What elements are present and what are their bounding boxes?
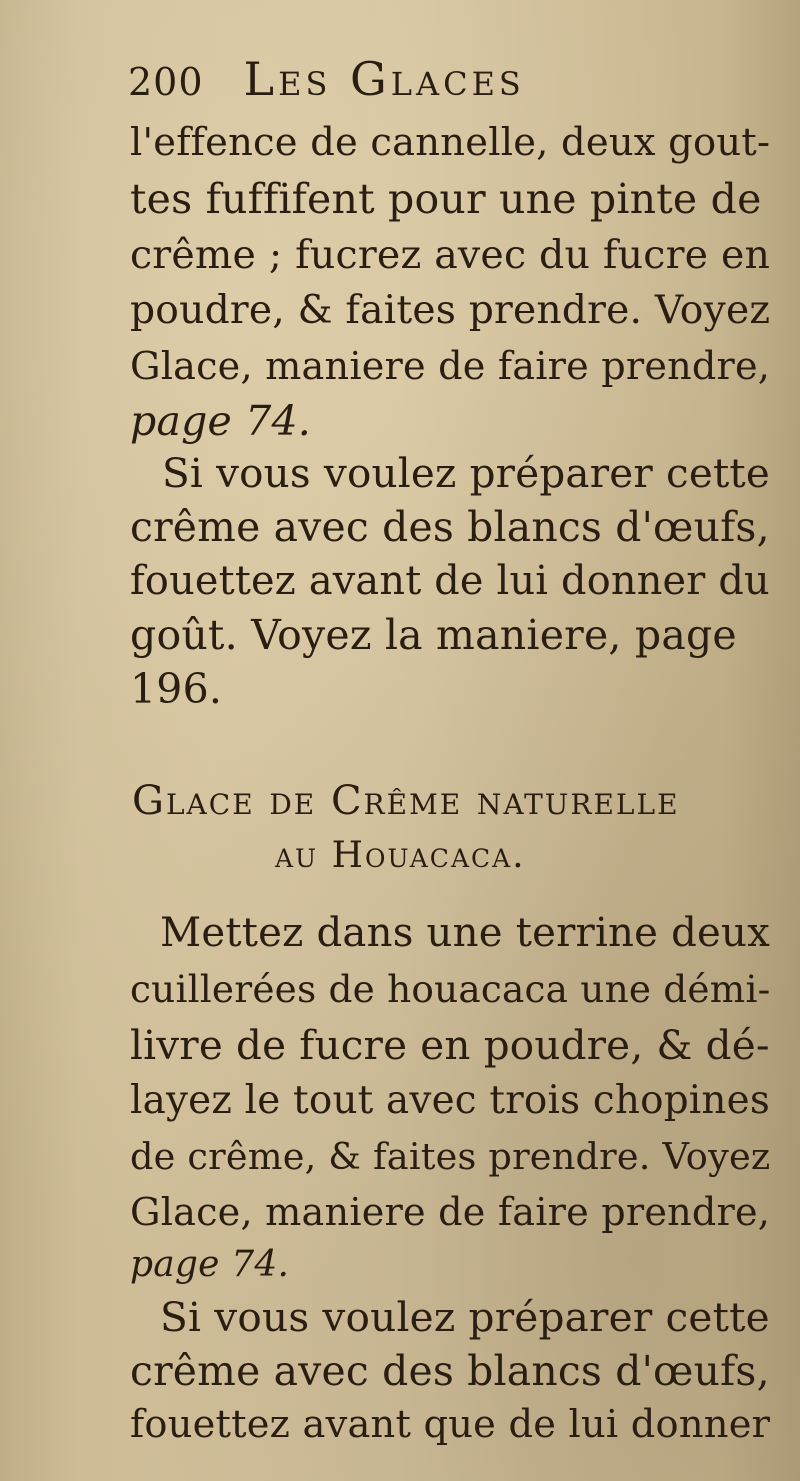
section-subtitle: au Houacaca.: [275, 835, 526, 876]
text-line: Si vous voulez préparer cette: [160, 1293, 770, 1341]
running-title: Les Glaces: [243, 52, 525, 106]
text-line: crême avec des blancs d'œufs,: [130, 1347, 770, 1395]
text-line: l'effence de cannelle, deux gout-: [130, 120, 771, 165]
text-line: livre de fucre en poudre, & dé-: [130, 1021, 770, 1069]
text-line: Glace, maniere de faire prendre,: [130, 1191, 771, 1235]
text-line: cuillerées de houacaca une démi-: [130, 967, 771, 1011]
page-number: 200: [128, 60, 204, 104]
text-line: 196.: [130, 665, 223, 713]
text-line: Si vous voulez préparer cette: [162, 449, 770, 497]
text-line: Mettez dans une terrine deux: [160, 910, 771, 956]
text-line: goût. Voyez la maniere, page: [130, 611, 737, 659]
page-reference: page 74.: [130, 397, 312, 445]
page-header: [128, 52, 688, 112]
text-line: poudre, & faites prendre. Voyez: [130, 288, 771, 333]
text-line: fouettez avant de lui donner du: [130, 558, 770, 604]
text-line: crême ; fucrez avec du fucre en: [130, 232, 771, 278]
text-line: Glace, maniere de faire prendre,: [130, 345, 771, 389]
page-reference: page 74.: [130, 1244, 290, 1285]
text-line: de crême, & faites prendre. Voyez: [130, 1135, 771, 1178]
text-line: crême avec des blancs d'œufs,: [130, 503, 770, 551]
section-title: Glace de Crême naturelle: [132, 778, 680, 824]
text-line: tes fuffifent pour une pinte de: [130, 175, 762, 223]
text-line: layez le tout avec trois chopines: [130, 1078, 771, 1123]
text-line: fouettez avant que de lui donner: [130, 1402, 771, 1447]
